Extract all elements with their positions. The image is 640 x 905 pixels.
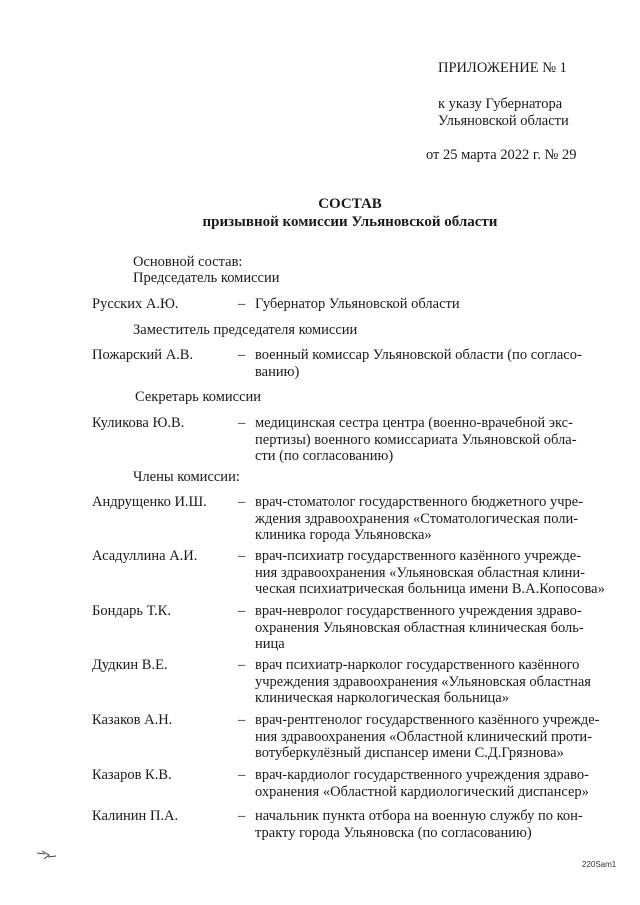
person-position: врач-рентгенолог государственного казённого учрежде- ния здравоохранения «Областной клинический проти- вотуберкулёзный диспансер имени С.Д.Грязнова» [255,712,600,761]
person-position: медицинская сестра центра (военно-врачебной экс- пертизы) военного комиссариата Ульяновской обла- сти (по согласованию) [255,415,577,464]
person-position: врач-стоматолог государственного бюджетного учре- ждения здравоохранения «Стоматологическая поли- клиника города Ульяновска» [255,494,584,543]
document-subtitle: призывной комиссии Ульяновской области [202,214,498,230]
person-position: военный комиссар Ульяновской области (по согласо- ванию) [255,347,582,380]
dash-separator: – [238,808,246,824]
dash-separator: – [238,347,246,363]
dash-separator: – [238,712,246,728]
dash-separator: – [238,415,246,431]
person-name: Дудкин В.Е. [92,657,168,673]
person-position: врач-кардиолог государственного учреждения здраво- охранения «Областной кардиологический диспансер» [255,767,589,800]
person-name: Казаров К.В. [92,767,172,783]
appendix-reference-line1: к указу Губернатора [438,96,563,112]
dash-separator: – [238,603,246,619]
document-title: СОСТАВ [318,196,382,212]
person-name: Асадуллина А.И. [92,548,198,564]
appendix-reference-line2: Ульяновской области [438,113,569,129]
section-secretary: Секретарь комиссии [135,389,262,405]
dash-separator: – [238,657,246,673]
person-name: Калинин П.А. [92,808,179,824]
dash-separator: – [238,767,246,783]
appendix-date: от 25 марта 2022 г. № 29 [426,147,577,163]
person-name: Пожарский А.В. [92,347,194,363]
dash-separator: – [238,548,246,564]
person-position: врач психиатр-нарколог государственного казённого учреждения здравоохранения «Ульяновская областная клиническая наркологическая больница» [255,657,591,706]
person-name: Русских А.Ю. [92,296,179,312]
appendix-title: ПРИЛОЖЕНИЕ № 1 [438,60,567,76]
section-main-composition: Основной состав: [133,254,243,270]
scan-artifact-mark [36,850,58,860]
section-chairman: Председатель комиссии [133,270,280,286]
person-name: Бондарь Т.К. [92,603,171,619]
person-position: Губернатор Ульяновской области [255,296,460,312]
person-position: врач-невролог государственного учреждения здраво- охранения Ульяновская областная клиническая боль- ница [255,603,584,652]
person-name: Куликова Ю.В. [92,415,185,431]
section-deputy-chairman: Заместитель председателя комиссии [133,322,358,338]
section-members: Члены комиссии: [133,469,240,485]
person-position: начальник пункта отбора на военную службу по кон- тракту города Ульяновска (по согласованию) [255,808,583,841]
footer-code: 220Sam1 [582,860,617,869]
dash-separator: – [238,296,246,312]
person-name: Казаков А.Н. [92,712,173,728]
dash-separator: – [238,494,246,510]
person-position: врач-психиатр государственного казённого учрежде- ния здравоохранения «Ульяновская областная клини- ческая психиатрическая больница имени В.А.Копосова» [255,548,605,597]
person-name: Андрущенко И.Ш. [92,494,207,510]
